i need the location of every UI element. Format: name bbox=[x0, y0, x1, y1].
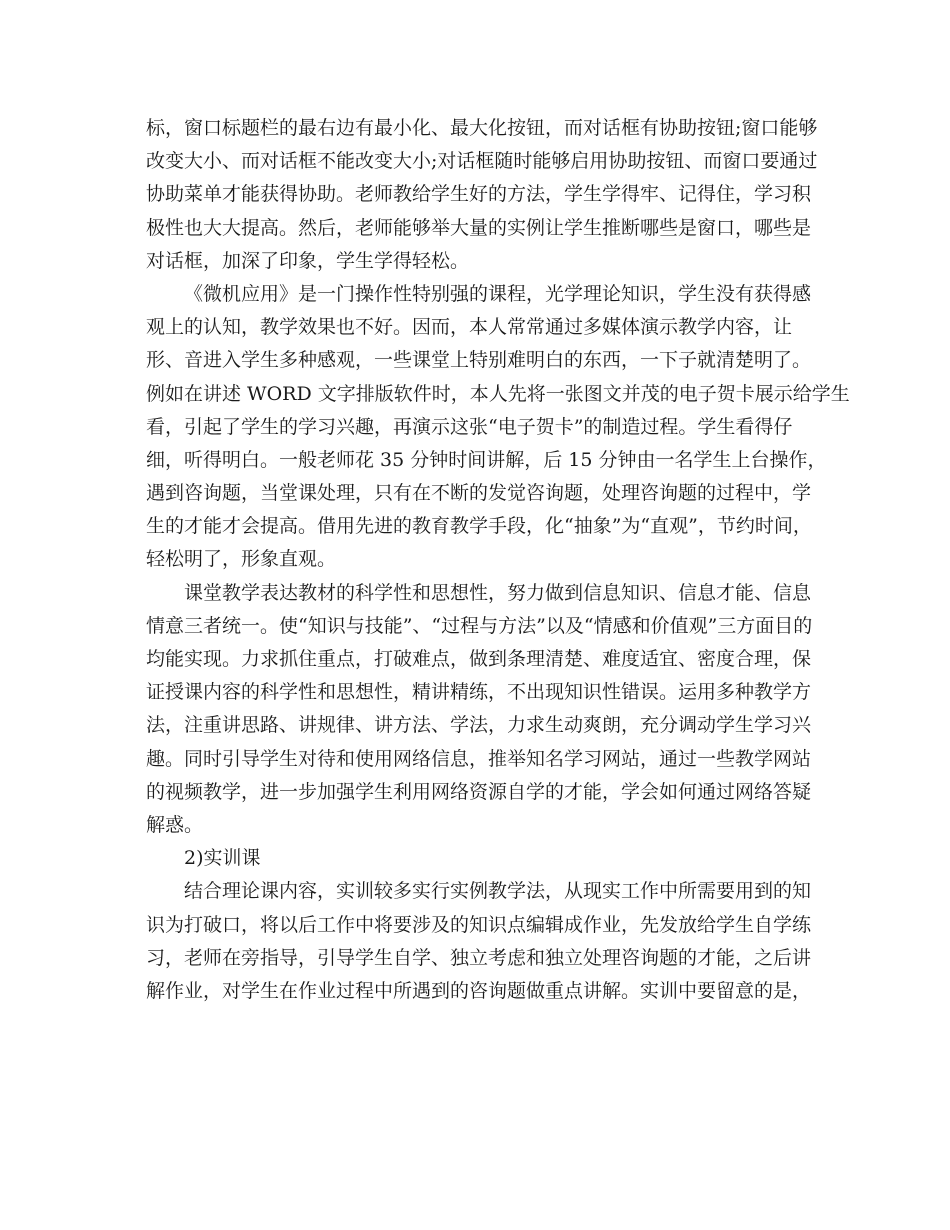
text-line: 情意三者统一。使“知识与技能”、“过程与方法”以及“情感和价值观”三方面目的 bbox=[146, 614, 813, 637]
text-line: 改变大小、而对话框不能改变大小;对话框随时能够启用协助按钮、而窗口要通过 bbox=[146, 150, 818, 173]
text-line: 遇到咨询题，当堂课处理，只有在不断的发觉咨询题，处理咨询题的过程中，学 bbox=[146, 482, 812, 505]
text-line: 极性也大大提高。然后，老师能够举大量的实例让学生推断哪些是窗口，哪些是 bbox=[146, 216, 812, 239]
text-line: 习，老师在旁指导，引导学生自学、独立考虑和独立处理咨询题的才能，之后讲 bbox=[146, 946, 812, 969]
section-heading: 2)实训课 bbox=[184, 847, 261, 870]
text-line: 解惑。 bbox=[146, 813, 204, 836]
text-line: 对话框，加深了印象，学生学得轻松。 bbox=[146, 249, 470, 272]
text-line: 轻松明了，形象直观。 bbox=[146, 548, 337, 571]
text-line: 看，引起了学生的学习兴趣，再演示这张“电子贺卡”的制造过程。学生看得仔 bbox=[146, 415, 793, 438]
paragraph-first-line: 《微机应用》是一门操作性特别强的课程，光学理论知识，学生没有获得感 bbox=[184, 282, 812, 305]
text-line: 形、音进入学生多种感观，一些课堂上特别难明白的东西，一下子就清楚明了。 bbox=[146, 349, 812, 372]
text-line: 趣。同时引导学生对待和使用网络信息，推举知名学习网站，通过一些教学网站 bbox=[146, 747, 812, 770]
paragraph-first-line: 课堂教学表达教材的科学性和思想性，努力做到信息知识、信息才能、信息 bbox=[184, 581, 812, 604]
text-line: 法，注重讲思路、讲规律、讲方法、学法，力求生动爽朗，充分调动学生学习兴 bbox=[146, 714, 812, 737]
document-body bbox=[146, 112, 850, 1008]
text-line: 识为打破口，将以后工作中将要涉及的知识点编辑成作业，先发放给学生自学练 bbox=[146, 913, 812, 936]
text-line: 标，窗口标题栏的最右边有最小化、最大化按钮，而对话框有协助按钮;窗口能够 bbox=[146, 117, 818, 139]
paragraph-first-line: 结合理论课内容，实训较多实行实例教学法，从现实工作中所需要用到的知 bbox=[184, 880, 812, 903]
text-line: 证授课内容的科学性和思想性，精讲精练，不出现知识性错误。运用多种教学方 bbox=[146, 681, 812, 704]
text-line: 生的才能才会提高。借用先进的教育教学手段，化“抽象”为“直观”，节约时间， bbox=[146, 515, 812, 538]
text-line: 细，听得明白。一般老师花 35 分钟时间讲解，后 15 分钟由一名学生上台操作， bbox=[146, 448, 827, 471]
text-line: 例如在讲述 WORD 文字排版软件时，本人先将一张图文并茂的电子贺卡展示给学生 bbox=[146, 382, 850, 405]
text-line: 的视频教学，进一步加强学生利用网络资源自学的才能，学会如何通过网络答疑 bbox=[146, 780, 812, 803]
text-line: 协助菜单才能获得协助。老师教给学生好的方法，学生学得牢、记得住，学习积 bbox=[146, 183, 812, 206]
text-line: 观上的认知，教学效果也不好。因而，本人常常通过多媒体演示教学内容，让 bbox=[146, 316, 793, 339]
text-line: 解作业，对学生在作业过程中所遇到的咨询题做重点讲解。实训中要留意的是， bbox=[146, 979, 812, 1002]
text-line: 均能实现。力求抓住重点，打破难点，做到条理清楚、难度适宜、密度合理，保 bbox=[146, 648, 812, 670]
